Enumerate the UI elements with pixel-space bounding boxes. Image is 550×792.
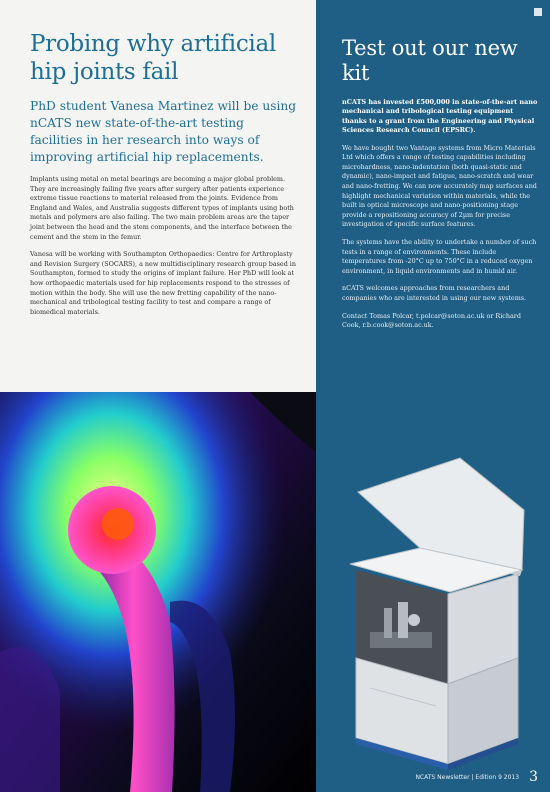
article-new-kit — [342, 36, 538, 331]
panel-paragraph-1: We have bought two Vantage systems from Micro Materials Ltd which offers a range of testing capabilities including microhardness, nano-indentation (both quasi-static and dynamic), nano-impact and fatigue, nano-scratch and wear and nano-fretting. We can now accurately map surfaces and highlight mechanical variation within materials, while the built in optical microscope and nano-positioning stage provide a repositioning accuracy of 2µm for precise investigation of specific surface features. — [342, 143, 537, 229]
panel-lead: nCATS has invested £500,000 in state-of-the-art nano mechanical and tribological testing equipment thanks to a grant from the Engineering and Physical Sciences Research Council (EPSRC). — [342, 98, 538, 135]
panel-contact: Contact Tomas Polcar, t.polcar@soton.ac.uk or Richard Cook, r.b.cook@soton.ac.uk. — [342, 311, 521, 330]
article-title: Probing why artificial hip joints fail — [30, 31, 276, 85]
corner-mark — [534, 8, 542, 16]
article-hip-joints — [30, 30, 300, 317]
article-intro: PhD student Vanesa Martinez will be using nCATS new state-of-the-art testing facilities in her research into ways of improving artificial hip replacements. — [30, 99, 296, 164]
panel-paragraph-3: nCATS welcomes approaches from researchers and companies who are interested in using our new systems. — [342, 284, 527, 302]
page-number: 3 — [529, 769, 538, 785]
panel-title: Test out our new kit — [342, 36, 518, 85]
article-paragraph-1: Implants using metal on metal bearings are becoming a major global problem. They are increasingly failing five years after surgery after patients experience extreme tissue reactions to material released from the joints. Evidence from England and Wales, and Australia suggests different types of implants using both metals and polymers are also failing. The two main problem areas are the taper joint between the head and the stem components, and the interface between the cement and the stem in the femur. — [30, 175, 294, 241]
testing-machine-image — [340, 452, 530, 772]
footer-edition: NCATS Newsletter | Edition 9 2013 — [415, 773, 520, 781]
thermal-hip-image — [0, 392, 316, 792]
article-paragraph-2: Vanesa will be working with Southampton Orthopaedics: Centre for Arthroplasty and Revision Surgery (SOCARS), a new multidisciplinary research group based in Southampton, formed to study the origins of implant failure. Her PhD will look at how orthopaedic materials used for hip replacements respond to the stresses of motion within the body. She will use the new fretting capability of the nano-mechanical and tribological testing facility to test and compare a range of biomedical materials. — [30, 250, 296, 316]
panel-paragraph-2: The systems have the ability to undertake a number of such tests in a range of environments. These include temperatures from -20°C up to 750°C in a reduced oxygen environment, in liquid environments and in humid air. — [342, 237, 537, 275]
page-footer — [378, 770, 538, 784]
